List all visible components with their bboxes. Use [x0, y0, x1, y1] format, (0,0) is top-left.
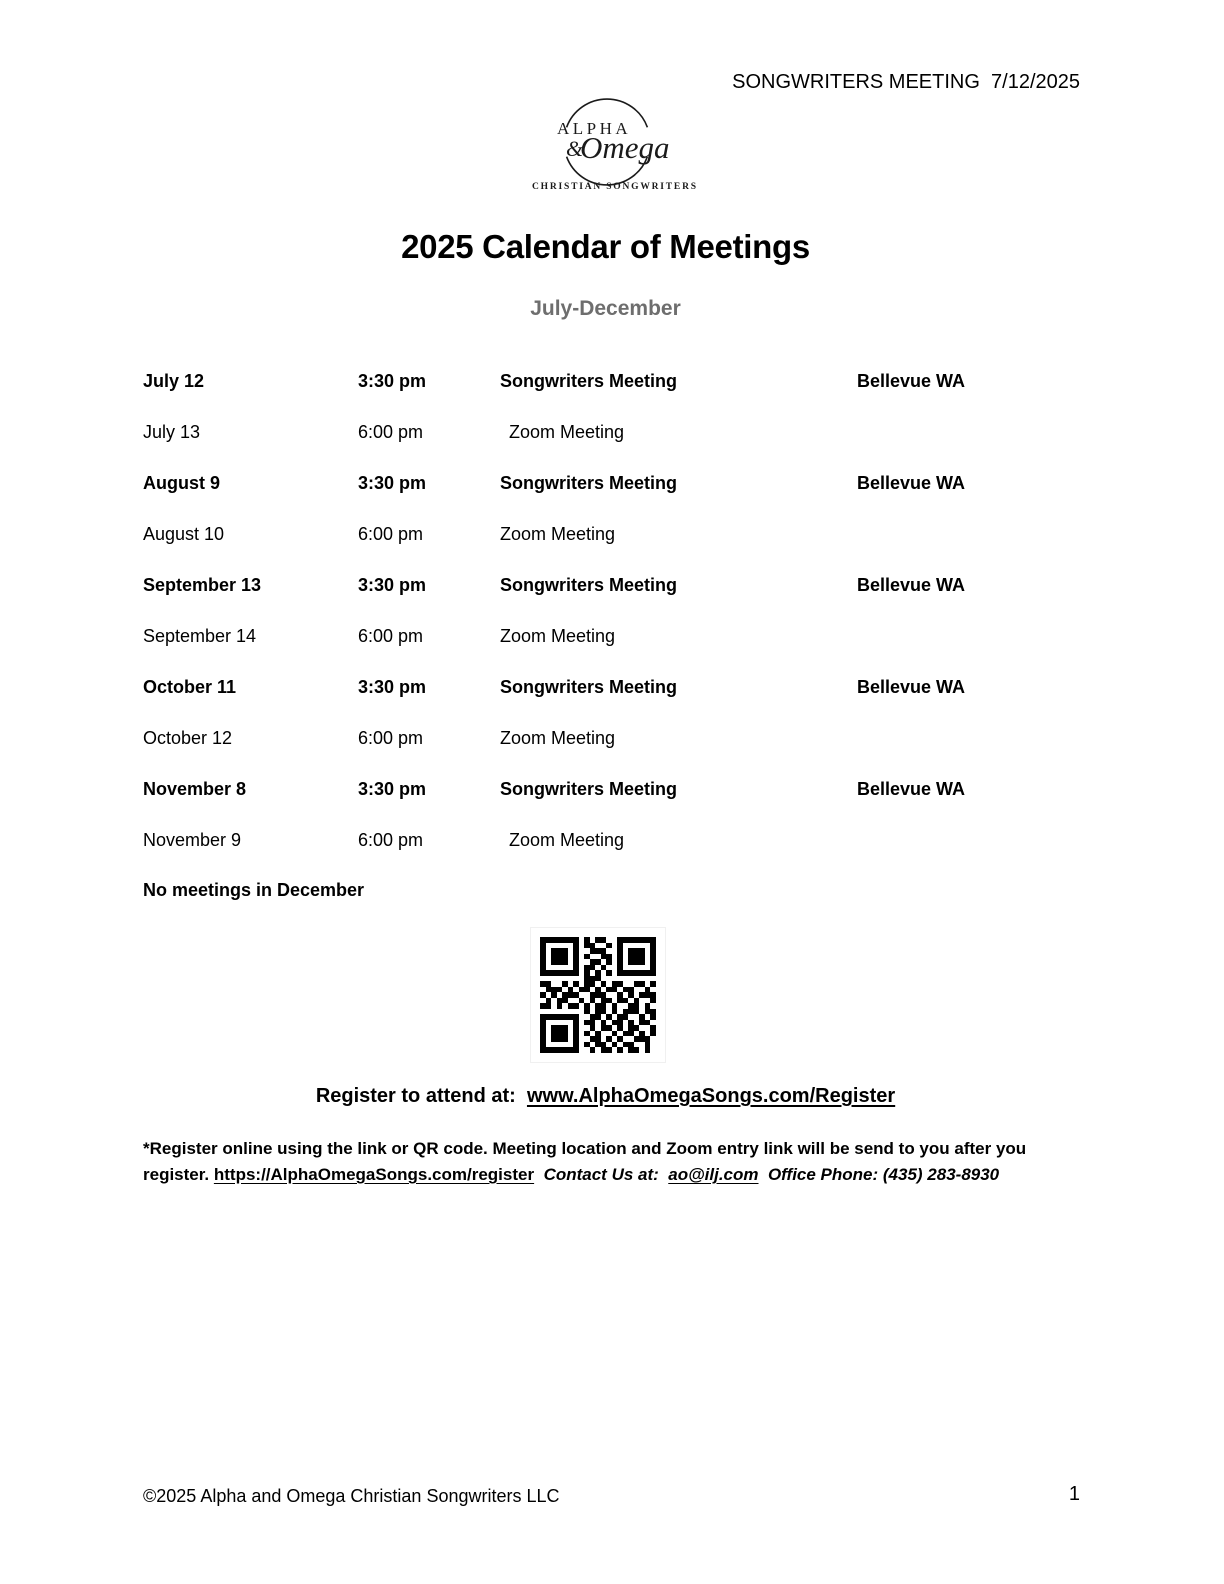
- subtitle: July-December: [530, 297, 681, 320]
- office-phone-text: Office Phone: (435) 283-8930: [758, 1165, 1000, 1184]
- meeting-time: 3:30 pm: [358, 473, 427, 493]
- meeting-title: Songwriters Meeting: [500, 779, 678, 799]
- meeting-date: August 9: [143, 473, 221, 493]
- meeting-time: 6:00 pm: [358, 830, 424, 850]
- meeting-location: Bellevue WA: [857, 473, 966, 493]
- schedule-row: [143, 625, 1083, 648]
- meeting-time: 6:00 pm: [358, 728, 424, 748]
- meeting-title: Songwriters Meeting: [500, 371, 678, 391]
- contact-email-link[interactable]: ao@ilj.com: [668, 1165, 759, 1184]
- meeting-time: 6:00 pm: [358, 626, 424, 646]
- meeting-time: 6:00 pm: [358, 422, 424, 442]
- meeting-time: 3:30 pm: [358, 779, 427, 799]
- schedule-row: [143, 778, 1083, 801]
- page-number: 1: [1068, 1483, 1080, 1505]
- schedule-row: [143, 727, 1083, 750]
- meeting-title: Zoom Meeting: [500, 524, 616, 544]
- december-note: No meetings in December: [143, 880, 365, 900]
- logo-caption: CHRISTIAN SONGWRITERS: [532, 182, 698, 192]
- logo-ampersand-text: &: [566, 136, 584, 161]
- meeting-title: Zoom Meeting: [500, 626, 616, 646]
- meeting-location: [857, 523, 1083, 546]
- meeting-schedule: [143, 370, 1083, 852]
- meeting-title: Songwriters Meeting: [500, 575, 678, 595]
- meeting-date: October 11: [143, 677, 237, 697]
- logo-omega-text: Omega: [580, 130, 670, 165]
- footnote-text: *Register online using the link or QR code. Meeting location and Zoom entry link will be send to you after you register.: [143, 1139, 1031, 1184]
- meeting-title: Songwriters Meeting: [500, 677, 678, 697]
- meeting-title: Songwriters Meeting: [500, 473, 678, 493]
- meeting-location: [857, 421, 1083, 444]
- org-logo: [532, 96, 698, 200]
- meeting-title: Zoom Meeting: [509, 422, 625, 442]
- meeting-date: September 13: [143, 575, 262, 595]
- meeting-location: [857, 727, 1083, 750]
- meeting-date: July 12: [143, 371, 205, 391]
- meeting-date: August 10: [143, 524, 225, 544]
- meeting-time: 3:30 pm: [358, 371, 427, 391]
- meeting-location: Bellevue WA: [857, 371, 966, 391]
- meeting-location: Bellevue WA: [857, 779, 966, 799]
- footnote-gap: [534, 1165, 543, 1184]
- meeting-location: [857, 625, 1083, 648]
- logo-alpha-text: ALPHA: [557, 119, 632, 138]
- meeting-date: November 8: [143, 779, 247, 799]
- page-title: 2025 Calendar of Meetings: [401, 228, 810, 265]
- meeting-location: [857, 829, 1083, 852]
- register-label: Register to attend at:: [315, 1085, 527, 1107]
- schedule-row: [143, 523, 1083, 546]
- meeting-location: Bellevue WA: [857, 677, 966, 697]
- register-line: [0, 1085, 1211, 1108]
- meeting-date: July 13: [143, 422, 201, 442]
- contact-label: Contact Us at:: [543, 1165, 669, 1184]
- registration-qr-code: [530, 927, 666, 1063]
- meeting-location: Bellevue WA: [857, 575, 966, 595]
- schedule-row: [143, 472, 1083, 495]
- schedule-row: [143, 370, 1083, 393]
- meeting-title: Zoom Meeting: [500, 728, 616, 748]
- meeting-date: September 14: [143, 626, 257, 646]
- meeting-time: 6:00 pm: [358, 524, 424, 544]
- meeting-title: Zoom Meeting: [509, 830, 625, 850]
- meeting-date: November 9: [143, 830, 242, 850]
- footnote: [143, 1136, 1083, 1188]
- meeting-time: 3:30 pm: [358, 677, 427, 697]
- schedule-row: [143, 676, 1083, 699]
- footnote-register-link[interactable]: https://AlphaOmegaSongs.com/register: [213, 1165, 535, 1184]
- schedule-row: [143, 421, 1083, 444]
- register-link[interactable]: www.AlphaOmegaSongs.com/Register: [526, 1085, 896, 1107]
- meeting-time: 3:30 pm: [358, 575, 427, 595]
- header-meta: SONGWRITERS MEETING 7/12/2025: [732, 71, 1080, 93]
- schedule-row: [143, 829, 1083, 852]
- copyright-text: ©2025 Alpha and Omega Christian Songwriters LLC: [143, 1486, 560, 1506]
- schedule-row: [143, 574, 1083, 597]
- qr-code-grid: [540, 937, 656, 1053]
- meeting-date: October 12: [143, 728, 233, 748]
